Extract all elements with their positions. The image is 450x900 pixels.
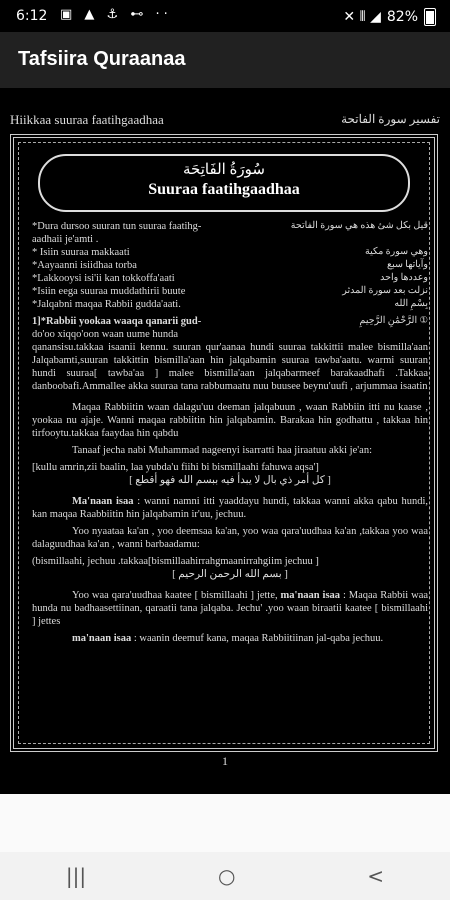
verse-1-start: 1]*Rabbii yookaa waaqa qanarii gud-	[32, 316, 202, 327]
page-header-arabic: تفسير سورة الفاتحة	[341, 112, 440, 126]
meaning-label-3: ma'naan isaa	[72, 633, 132, 644]
app-bar	[0, 32, 450, 88]
intro-line-latin: *Jalqabni maqaa Rabbii gudda'aati.	[32, 299, 181, 310]
surah-title-cartouche	[38, 154, 410, 212]
meaning-label-2: ma'naan isaa	[280, 590, 341, 601]
home-button[interactable]: ○	[217, 864, 236, 888]
page-header-title: Hiikkaa suuraa faatihgaadhaa	[10, 112, 164, 127]
recents-button[interactable]: |||	[65, 864, 87, 888]
status-bar	[0, 0, 450, 32]
page-number: 1	[222, 754, 228, 768]
intro-line	[32, 259, 428, 272]
paragraph-5: Yoo nyaataa ka'an , yoo deemsaa ka'an, yoo waa qara'uudhaa ka'an ,takkaa yoo waa dalaguudhaa ka'an , wanni barbaadamu:	[32, 526, 428, 550]
notification-icons: ▣ ▲ ⚓ ⊷ ··	[60, 7, 172, 22]
verse-1-line2: do'oo xiqqo'oon waan uume hunda	[32, 329, 179, 340]
intro-line	[32, 233, 428, 246]
intro-line-latin: *Isiin eega suuraa muddathirii buute	[32, 286, 186, 297]
intro-line	[32, 246, 428, 259]
paragraph-6-text: Yoo waa qara'uudhaa kaatee [ bismillaahi ] jette,	[72, 590, 278, 601]
intro-lines	[32, 220, 428, 311]
paragraph-2: Maqaa Rabbiitin waan dalagu'uu deeman jalqabuun , waan Rabbiin itti nu kaase , yookaa nu ajaje. Wanni maqaa rabbiitin hin jalqabamin. Barakaa hin godhattu , takkaa hin tirfooytu.takkaa faaydaa hin qabdu	[32, 402, 428, 439]
battery-percent: 82%	[386, 9, 418, 25]
paragraph-4-text: : wanni namni itti yaaddayu hundi, takkaa wanni akka qabu hundi, kan maqaa Raabbiitin hin jalqabamin ir'uu, jechuu.	[32, 496, 428, 520]
intro-line-latin: *Dura dursoo suuran tun suuraa faatihg-	[32, 221, 202, 232]
paragraph-3: Tanaaf jecha nabi Muhammad nageenyi isarratti haa jiraatuu akki je'an:	[72, 445, 372, 456]
meaning-label-1: Ma'naan isaa	[72, 496, 134, 507]
paragraph-4	[32, 495, 428, 521]
system-nav-bar	[0, 852, 450, 900]
verse-1-body: qanansisu.takkaa isaanii kennu. suuran qur'aanaa hundi suuraa takkittii malee bismilla'aan Jalqabamti,suuran takkittin bismilla'aan hin jalqabamin suuraa tawba'aatu. warmi suuran hundi suuraa[ tawba'aa ] malee bismilla'aan jalqabarmeef barakaadhafi .Takkaa danboobafi.Ammallee akka suuraa tana rabbumaatu nuu buusee beynu'uufi , arjummaa isaatin	[32, 342, 428, 392]
status-time: 6:12	[16, 8, 48, 24]
intro-line-arabic: وآياتها سبع	[387, 260, 428, 270]
tafsir-page-image[interactable]	[0, 88, 450, 794]
verse-1-arabic: الرَّحْمَٰنِ الرَّحِيمِ ①	[359, 316, 428, 326]
paragraph-6-text-b: : Maqaa Rabbii waa hunda nu badhaasettiinan, qaraatii tana jalqaba. Jechu' .yoo waan biraatii kaatee [ bismillaahi ] jettes	[32, 590, 429, 627]
intro-line-arabic: قيل بكل شئ هذه هي سورة الفاتحة	[290, 221, 428, 231]
page-header	[10, 112, 440, 128]
paragraph-7	[32, 632, 428, 645]
intro-line	[32, 272, 428, 285]
intro-line-latin: *Lakkooysi isi'ii kan tokkoffa'aati	[32, 273, 175, 284]
basmala-arabic: [ بسم الله الرحمن الرحيم ]	[172, 569, 288, 580]
intro-line-latin: * Isiin suuraa makkaati	[32, 247, 130, 258]
hadith-arabic: [ كل أمر ذي بال لا يبدأ فيه ببسم الله فهو أقطع ]	[129, 475, 331, 486]
intro-line-arabic: بِسْمِ الله	[394, 299, 428, 309]
intro-line	[32, 298, 428, 311]
battery-icon	[424, 8, 436, 26]
empty-area	[0, 794, 450, 852]
app-title: Tafsiira Quraanaa	[18, 48, 186, 70]
paragraph-7-text: : waanin deemuf kana, maqaa Rabbiitiinan jal-qaba jechuu.	[133, 633, 384, 644]
signal-icons: ✕ ⦀ ◢	[343, 9, 381, 25]
paragraph-6	[32, 589, 428, 628]
intro-line	[32, 220, 428, 233]
page-content	[32, 220, 428, 645]
surah-title-latin: Suuraa faatihgaadhaa	[148, 181, 300, 198]
intro-line	[32, 285, 428, 298]
page-frame	[10, 134, 438, 752]
back-button[interactable]: <	[367, 864, 385, 888]
battery-fill	[426, 11, 434, 24]
surah-title-arabic: سُورَةُ الفَاتِحَة	[183, 162, 265, 178]
intro-line-latin: aadhaii je'amti .	[32, 234, 99, 245]
intro-line-arabic: نزلت بعد سورة المدثر	[342, 286, 428, 296]
verse-1-row	[32, 315, 428, 328]
paragraph-5-bismillah: (bismillaahi, jechuu .takkaa[bismillaahirrahgmaanirrahgiim jechuu ]	[32, 556, 319, 567]
hadith-transliteration: [kullu amrin,zii baalin, laa yubda'u fiihi bi bismillaahi fahuwa aqsa']	[32, 462, 319, 473]
intro-line-latin: *Aayaanni isiidhaa torba	[32, 260, 137, 271]
intro-line-arabic: وهي سورة مكية	[365, 247, 428, 257]
intro-line-arabic: وعددها واحد	[380, 273, 428, 283]
